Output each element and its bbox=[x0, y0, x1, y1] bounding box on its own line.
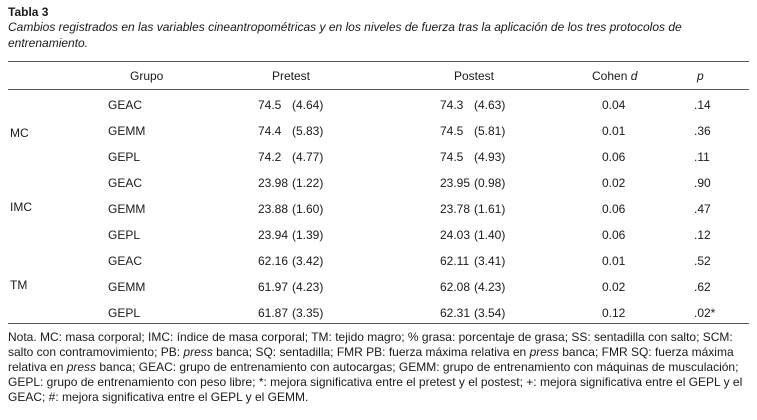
cell-postest-mean: 23.95 bbox=[440, 176, 471, 190]
cell-postest-mean: 62.31 bbox=[440, 306, 471, 320]
cell-pretest-sd: (3.42) bbox=[292, 254, 324, 268]
cell-p: .36 bbox=[694, 124, 711, 138]
bottom-rule bbox=[8, 323, 749, 324]
cell-p: .90 bbox=[694, 176, 711, 190]
cell-postest-mean: 62.11 bbox=[440, 254, 470, 268]
cell-grupo: GEPL bbox=[108, 228, 141, 242]
variable-label-tm: TM bbox=[10, 278, 28, 292]
cell-pretest-mean: 23.98 bbox=[258, 176, 289, 190]
cell-postest-sd: (4.63) bbox=[474, 98, 506, 112]
cell-p: .11 bbox=[694, 150, 710, 164]
cell-cohen-d: 0.06 bbox=[602, 228, 626, 242]
cell-pretest-sd: (5.83) bbox=[292, 124, 324, 138]
cell-postest-mean: 74.3 bbox=[440, 98, 464, 112]
cell-p: .14 bbox=[694, 98, 711, 112]
cell-p: .62 bbox=[694, 280, 711, 294]
variable-label-imc: IMC bbox=[10, 200, 32, 214]
note-italic-1: press bbox=[183, 345, 213, 359]
cell-cohen-d: 0.01 bbox=[602, 124, 626, 138]
cell-pretest-sd: (3.35) bbox=[292, 306, 324, 320]
cell-grupo: GEAC bbox=[108, 98, 143, 112]
header-rule bbox=[8, 89, 749, 90]
cell-pretest-sd: (1.60) bbox=[292, 202, 324, 216]
cell-grupo: GEMM bbox=[108, 280, 146, 294]
cell-cohen-d: 0.12 bbox=[602, 306, 626, 320]
cell-postest-sd: (1.40) bbox=[474, 228, 506, 242]
cell-postest-sd: (3.41) bbox=[474, 254, 506, 268]
cell-pretest-sd: (4.64) bbox=[292, 98, 324, 112]
cell-grupo: GEAC bbox=[108, 176, 143, 190]
cell-postest-sd: (5.81) bbox=[474, 124, 506, 138]
cell-cohen-d: 0.01 bbox=[602, 254, 626, 268]
cell-pretest-mean: 61.97 bbox=[258, 280, 289, 294]
variable-label-mc: MC bbox=[10, 126, 29, 140]
cell-postest-mean: 62.08 bbox=[440, 280, 471, 294]
note-part-3: banca; FMR SQ: fuerza máxima relativa en bbox=[8, 345, 734, 374]
cell-grupo: GEAC bbox=[108, 254, 143, 268]
cell-p: .12 bbox=[694, 228, 711, 242]
cell-pretest-sd: (4.77) bbox=[292, 150, 324, 164]
table-title: Tabla 3 bbox=[8, 5, 49, 19]
note-part-2: banca; SQ: sentadilla; FMR PB: fuerza máxima relativa en bbox=[212, 345, 530, 359]
note-italic-2: press bbox=[529, 345, 559, 359]
note-italic-3: press bbox=[66, 360, 97, 374]
cell-p: .47 bbox=[694, 202, 711, 216]
cell-pretest-mean: 62.16 bbox=[258, 254, 289, 268]
cell-postest-sd: (4.93) bbox=[474, 150, 506, 164]
cell-pretest-mean: 74.4 bbox=[258, 124, 282, 138]
note-part-1: Nota. MC: masa corporal; IMC: índice de masa corporal; TM: tejido magro; % grasa: porcentaje de grasa; SS: sentadilla con salto; SCM: salto con contramovimiento; PB: bbox=[8, 330, 733, 359]
cell-postest-sd: (0.98) bbox=[474, 176, 506, 190]
header-grupo: Grupo bbox=[130, 69, 164, 83]
cell-grupo: GEPL bbox=[108, 306, 141, 320]
cell-cohen-d: 0.06 bbox=[602, 202, 626, 216]
cell-postest-mean: 74.5 bbox=[440, 150, 464, 164]
cell-postest-mean: 23.78 bbox=[440, 202, 471, 216]
cell-p: .52 bbox=[694, 254, 711, 268]
cell-pretest-mean: 23.94 bbox=[258, 228, 289, 242]
cell-grupo: GEMM bbox=[108, 124, 146, 138]
header-postest: Postest bbox=[454, 69, 495, 83]
table-caption: Cambios registrados en las variables cineantropométricas y en los niveles de fuerza tras la aplicación de los tres protocolos de entrenamiento. bbox=[8, 20, 682, 50]
cell-postest-mean: 24.03 bbox=[440, 228, 471, 242]
top-rule bbox=[8, 61, 749, 62]
cell-cohen-d: 0.06 bbox=[602, 150, 626, 164]
header-cohen-prefix: Cohen bbox=[592, 69, 631, 83]
header-cohen-symbol: d bbox=[630, 69, 638, 83]
table-note bbox=[8, 330, 748, 405]
cell-pretest-mean: 74.2 bbox=[258, 150, 282, 164]
cell-p: .02* bbox=[694, 306, 716, 320]
cell-pretest-sd: (1.39) bbox=[292, 228, 324, 242]
cell-grupo: GEPL bbox=[108, 150, 141, 164]
cell-pretest-mean: 61.87 bbox=[258, 306, 289, 320]
cell-pretest-sd: (4.23) bbox=[292, 280, 324, 294]
header-p: p bbox=[697, 69, 704, 83]
cell-pretest-mean: 74.5 bbox=[258, 98, 282, 112]
cell-pretest-mean: 23.88 bbox=[258, 202, 289, 216]
cell-postest-sd: (3.54) bbox=[474, 306, 506, 320]
header-pretest: Pretest bbox=[272, 69, 311, 83]
cell-postest-sd: (4.23) bbox=[474, 280, 506, 294]
cell-cohen-d: 0.04 bbox=[602, 98, 626, 112]
header-cohen-d bbox=[592, 69, 637, 83]
cell-cohen-d: 0.02 bbox=[602, 280, 626, 294]
cell-postest-mean: 74.5 bbox=[440, 124, 464, 138]
note-part-4: banca; GEAC: grupo de entrenamiento con autocargas; GEMM: grupo de entrenamiento con máquinas de musculación; GEPL: grupo de entrenamiento con peso libre; *: mejora significativa entre el pretest y el postest; +: mejora significativa entre el GEPL y el GEAC; #: mejora significativa entre el GEPL y el GEMM. bbox=[8, 360, 743, 404]
cell-postest-sd: (1.61) bbox=[474, 202, 506, 216]
cell-grupo: GEMM bbox=[108, 202, 146, 216]
cell-cohen-d: 0.02 bbox=[602, 176, 626, 190]
cell-pretest-sd: (1.22) bbox=[292, 176, 324, 190]
